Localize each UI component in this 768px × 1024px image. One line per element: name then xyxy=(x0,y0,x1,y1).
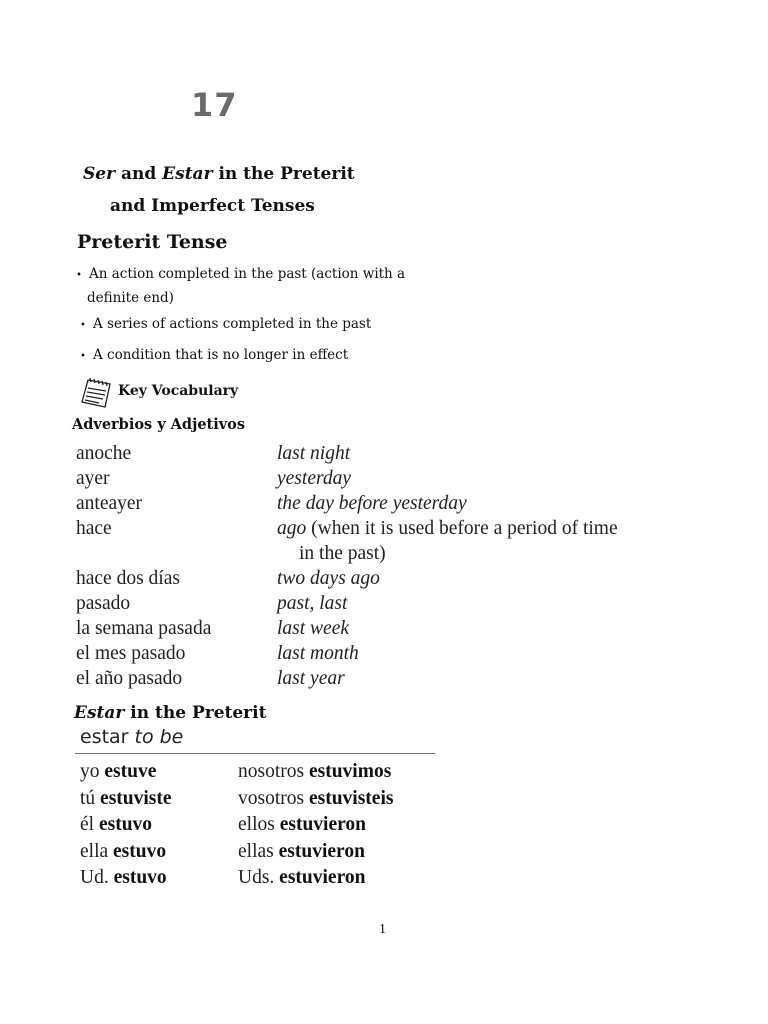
vocab-spanish: el año pasado xyxy=(76,668,183,689)
vocab-english-italic: ago xyxy=(277,518,307,539)
bullet-text: An action completed in the past (action with a xyxy=(89,266,406,282)
divider xyxy=(75,753,435,754)
verb-infinitive-line xyxy=(80,726,183,748)
chapter-number: 17 xyxy=(191,86,238,124)
conjugation-singular: tú estuviste xyxy=(80,787,172,809)
conjugation-singular: Ud. estuvo xyxy=(80,867,167,888)
chapter-title-line-2: and Imperfect Tenses xyxy=(110,196,315,216)
key-vocabulary-label: Key Vocabulary xyxy=(118,383,239,399)
verb-infinitive: estar xyxy=(80,726,129,748)
bullet-text-continued: definite end) xyxy=(87,290,174,306)
vocab-spanish: hace dos días xyxy=(76,568,180,589)
vocab-english: past, last xyxy=(277,593,348,614)
conjugation-plural: ellos estuvieron xyxy=(238,814,367,835)
conjugation-singular: ella estuvo xyxy=(80,840,167,862)
vocab-english-note-continued: in the past) xyxy=(299,543,386,564)
conjugation-singular: yo estuve xyxy=(80,761,157,782)
conjugation-plural: vosotros estuvisteis xyxy=(238,787,394,809)
preterit-heading: Preterit Tense xyxy=(77,231,228,253)
title-ser: Ser xyxy=(83,164,116,184)
vocab-spanish: ayer xyxy=(76,468,110,489)
conjugation-singular: él estuvo xyxy=(80,814,153,835)
vocab-spanish: pasado xyxy=(76,593,131,614)
vocab-english: last month xyxy=(277,643,359,664)
bullet-dot: • xyxy=(76,270,82,281)
vocab-spanish: anteayer xyxy=(76,493,143,514)
chapter-title-line-1 xyxy=(83,164,355,184)
conjugation-plural: nosotros estuvimos xyxy=(238,761,392,782)
vocab-spanish: anoche xyxy=(76,443,132,464)
vocab-english: last night xyxy=(277,443,351,464)
bullet-text: A series of actions completed in the past xyxy=(93,316,372,332)
conjugation-plural: ellas estuvieron xyxy=(238,840,365,862)
vocab-spanish: el mes pasado xyxy=(76,643,186,664)
vocab-english: yesterday xyxy=(277,468,351,489)
bullet-text: A condition that is no longer in effect xyxy=(93,347,349,363)
bullet-item-1 xyxy=(76,263,426,310)
vocab-english xyxy=(277,518,618,540)
vocab-english: two days ago xyxy=(277,568,380,589)
title-and: and xyxy=(115,164,163,184)
estar-preterit-heading xyxy=(74,703,266,723)
estar-heading-italic: Estar xyxy=(74,703,125,723)
vocab-spanish: hace xyxy=(76,518,112,539)
bullet-dot: • xyxy=(80,351,86,362)
notebook-icon xyxy=(79,376,115,410)
adverbs-adjectives-heading: Adverbios y Adjetivos xyxy=(72,416,246,433)
vocab-english: last year xyxy=(277,668,345,689)
estar-heading-rest: in the Preterit xyxy=(124,703,267,723)
bullet-item-2 xyxy=(80,313,371,337)
page-number: 1 xyxy=(379,922,386,937)
bullet-item-3 xyxy=(80,344,348,368)
conjugation-plural: Uds. estuvieron xyxy=(238,867,366,888)
vocab-english: last week xyxy=(277,618,350,639)
title-preterit: in the Preterit xyxy=(212,164,355,184)
title-estar: Estar xyxy=(162,164,213,184)
vocab-spanish: la semana pasada xyxy=(76,618,212,639)
vocab-english: the day before yesterday xyxy=(277,493,467,514)
vocab-english-note: (when it is used before a period of time xyxy=(306,518,618,539)
verb-meaning: to be xyxy=(134,726,184,748)
bullet-dot: • xyxy=(80,320,86,331)
